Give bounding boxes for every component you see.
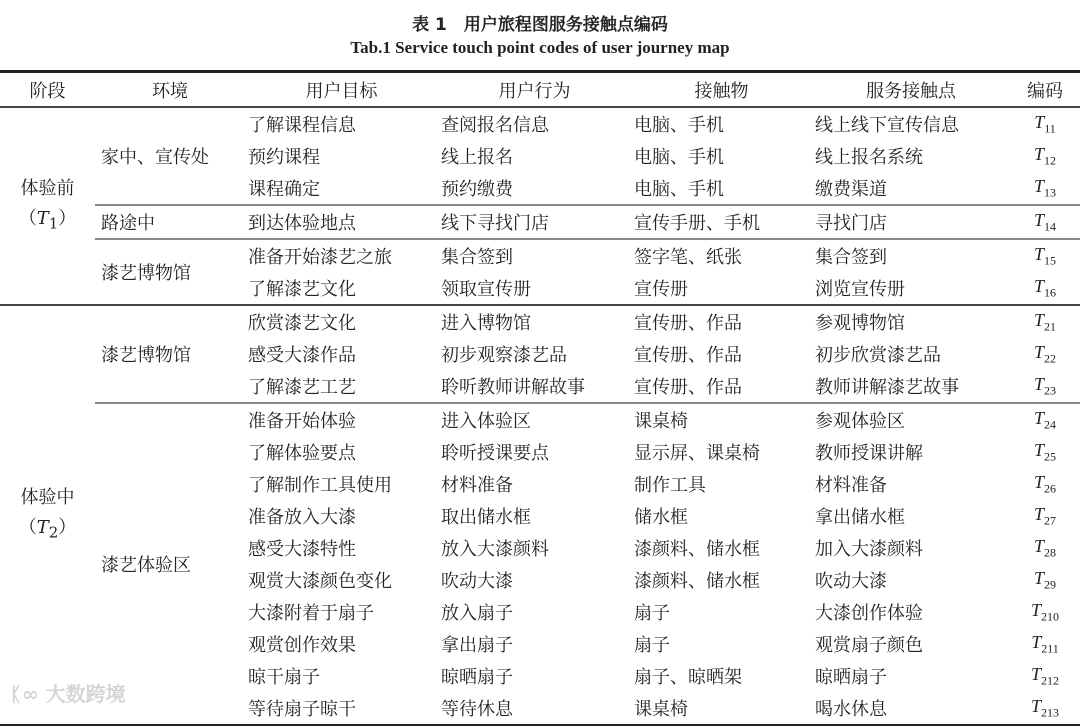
touch-point-table xyxy=(0,70,1080,726)
table-row xyxy=(0,403,1080,436)
user-goal-cell: 到达体验地点 xyxy=(245,205,438,239)
code-subscript: 21 xyxy=(1044,319,1056,334)
service-touch-point-cell: 浏览宣传册 xyxy=(815,279,905,300)
touch-object-cell: 签字笔、纸张 xyxy=(631,239,812,272)
user-goal-cell: 等待扇子晾干 xyxy=(248,699,356,720)
user-action-cell: 进入博物馆 xyxy=(438,305,631,338)
code-subscript: 212 xyxy=(1041,673,1059,688)
touch-object-cell: 制作工具 xyxy=(634,475,706,496)
user-goal-cell: 了解漆艺工艺 xyxy=(248,377,356,398)
user-goal-cell: 大漆附着于扇子 xyxy=(248,603,374,624)
touch-object-cell: 课桌椅 xyxy=(634,699,688,720)
header-user-action: 用户行为 xyxy=(438,72,631,108)
code-cell: $T_{27}$ xyxy=(1033,503,1056,528)
code-cell: $T_{24}$ xyxy=(1010,403,1080,436)
service-touch-point-cell: 初步欣赏漆艺品 xyxy=(815,345,941,366)
table-row xyxy=(0,205,1080,239)
code-cell: $T_{12}$ xyxy=(1033,143,1056,168)
touch-object-cell: 漆颜料、储水框 xyxy=(634,571,760,592)
code-cell: $T_{21}$ xyxy=(1010,305,1080,338)
table-row xyxy=(0,239,1080,272)
code-subscript: 13 xyxy=(1044,185,1056,200)
service-touch-point-cell: 教师授课讲解 xyxy=(815,443,923,464)
touch-object-cell: 扇子 xyxy=(634,603,670,624)
header-service-touch-point: 服务接触点 xyxy=(812,72,1010,108)
user-goal-cell: 了解课程信息 xyxy=(248,115,356,136)
code-subscript: 210 xyxy=(1041,609,1059,624)
table-row xyxy=(0,107,1080,140)
stage-code-sub: 2 xyxy=(48,523,59,542)
stage-code: $(T_1)$ xyxy=(18,207,77,233)
code-cell: $T_{29}$ xyxy=(1033,567,1056,592)
touch-object-cell: 宣传册、作品 xyxy=(631,305,812,338)
user-goal-cell: 观赏创作效果 xyxy=(248,635,356,656)
user-action-cell: 集合签到 xyxy=(438,239,631,272)
code-subscript: 15 xyxy=(1044,253,1056,268)
user-action-cell: 取出储水框 xyxy=(441,507,531,528)
code-cell: $T_{13}$ xyxy=(1033,175,1056,200)
code-subscript: 22 xyxy=(1044,351,1056,366)
code-cell: $T_{23}$ xyxy=(1033,373,1056,398)
header-touch-object: 接触物 xyxy=(631,72,812,108)
touch-object-cell: 宣传手册、手机 xyxy=(631,205,812,239)
service-touch-point-cell: 大漆创作体验 xyxy=(815,603,923,624)
service-touch-point-cell: 缴费渠道 xyxy=(815,179,887,200)
user-action-cell: 材料准备 xyxy=(441,475,513,496)
stage-name: 体验前 xyxy=(20,177,75,199)
code-cell: $T_{16}$ xyxy=(1033,275,1056,300)
user-goal-cell: 欣赏漆艺文化 xyxy=(245,305,438,338)
service-touch-point-cell: 拿出储水框 xyxy=(815,507,905,528)
user-goal-cell: 准备放入大漆 xyxy=(248,507,356,528)
stage-code-sub: 1 xyxy=(48,214,59,233)
service-touch-point-cell: 材料准备 xyxy=(815,475,887,496)
header-stage: 阶段 xyxy=(0,72,95,108)
touch-object-cell: 宣传册、作品 xyxy=(634,377,742,398)
user-goal-cell: 感受大漆作品 xyxy=(248,345,356,366)
user-goal-cell: 晾干扇子 xyxy=(248,667,320,688)
code-subscript: 26 xyxy=(1044,481,1056,496)
stage-name: 体验中 xyxy=(20,486,75,508)
table-row xyxy=(0,305,1080,338)
touch-object-cell: 电脑、手机 xyxy=(634,115,724,136)
code-cell: $T_{25}$ xyxy=(1033,439,1056,464)
touch-object-cell: 电脑、手机 xyxy=(634,179,724,200)
user-action-cell: 线上报名 xyxy=(441,147,513,168)
user-goal-cell: 感受大漆特性 xyxy=(248,539,356,560)
user-action-cell: 等待休息 xyxy=(441,699,513,720)
code-subscript: 11 xyxy=(1044,121,1056,136)
environment-cell: 路途中 xyxy=(95,205,245,239)
code-subscript: 24 xyxy=(1044,417,1056,432)
table-title: 表 1 用户旅程图服务接触点编码 xyxy=(412,15,668,35)
touch-object-cell: 储水框 xyxy=(634,507,688,528)
user-action-cell: 吹动大漆 xyxy=(441,571,513,592)
user-action-cell: 聆听授课要点 xyxy=(441,443,549,464)
header-row xyxy=(0,72,1080,108)
header-code: 编码 xyxy=(1010,72,1080,108)
service-touch-point-cell: 集合签到 xyxy=(812,239,1010,272)
user-action-cell: 聆听教师讲解故事 xyxy=(441,377,585,398)
stage-code-letter: T xyxy=(36,516,49,538)
code-cell: $T_{14}$ xyxy=(1010,205,1080,239)
code-cell: $T_{11}$ xyxy=(1034,111,1056,136)
code-cell: $T_{210}$ xyxy=(1030,599,1059,624)
code-cell: $T_{213}$ xyxy=(1030,695,1059,720)
stage-code-letter: T xyxy=(36,207,49,229)
code-cell: $T_{15}$ xyxy=(1010,239,1080,272)
environment-cell: 家中、宣传处 xyxy=(101,147,209,168)
service-touch-point-cell: 参观体验区 xyxy=(812,403,1010,436)
user-goal-cell: 准备开始漆艺之旅 xyxy=(245,239,438,272)
touch-object-cell: 电脑、手机 xyxy=(634,147,724,168)
user-goal-cell: 准备开始体验 xyxy=(245,403,438,436)
touch-object-cell: 扇子 xyxy=(634,635,670,656)
user-action-cell: 线下寻找门店 xyxy=(438,205,631,239)
stage-code: $(T_2)$ xyxy=(18,516,77,542)
user-action-cell: 初步观察漆艺品 xyxy=(441,345,567,366)
user-action-cell: 查阅报名信息 xyxy=(441,115,549,136)
table-subtitle: Tab.1 Service touch point codes of user journey map xyxy=(350,38,730,57)
user-action-cell: 预约缴费 xyxy=(441,179,513,200)
environment-cell: 漆艺博物馆 xyxy=(95,305,245,403)
user-goal-cell: 了解体验要点 xyxy=(248,443,356,464)
service-touch-point-cell: 晾晒扇子 xyxy=(815,667,887,688)
header-environment: 环境 xyxy=(95,72,245,108)
service-touch-point-cell: 加入大漆颜料 xyxy=(815,539,923,560)
code-subscript: 25 xyxy=(1044,449,1056,464)
code-cell: $T_{212}$ xyxy=(1030,663,1059,688)
code-cell: $T_{26}$ xyxy=(1033,471,1056,496)
header-user-goal: 用户目标 xyxy=(245,72,438,108)
service-touch-point-cell: 寻找门店 xyxy=(812,205,1010,239)
code-subscript: 29 xyxy=(1044,577,1056,592)
user-action-cell: 晾晒扇子 xyxy=(441,667,513,688)
stage-cell xyxy=(0,305,95,725)
service-touch-point-cell: 观赏扇子颜色 xyxy=(815,635,923,656)
code-subscript: 23 xyxy=(1044,383,1056,398)
user-goal-cell: 了解漆艺文化 xyxy=(248,279,356,300)
service-touch-point-cell: 吹动大漆 xyxy=(815,571,887,592)
service-touch-point-cell: 线上报名系统 xyxy=(815,147,923,168)
code-subscript: 28 xyxy=(1044,545,1056,560)
environment-cell: 漆艺体验区 xyxy=(95,403,245,725)
user-action-cell: 领取宣传册 xyxy=(441,279,531,300)
code-subscript: 12 xyxy=(1044,153,1056,168)
code-cell: $T_{22}$ xyxy=(1033,341,1056,366)
code-subscript: 213 xyxy=(1041,705,1059,720)
environment-cell: 漆艺博物馆 xyxy=(95,239,245,305)
touch-object-cell: 宣传册 xyxy=(634,279,688,300)
user-goal-cell: 课程确定 xyxy=(248,179,320,200)
code-subscript: 27 xyxy=(1044,513,1056,528)
stage-cell xyxy=(0,107,95,305)
user-goal-cell: 了解制作工具使用 xyxy=(248,475,392,496)
touch-object-cell: 漆颜料、储水框 xyxy=(634,539,760,560)
code-cell: $T_{28}$ xyxy=(1033,535,1056,560)
service-touch-point-cell: 喝水休息 xyxy=(815,699,887,720)
user-action-cell: 放入扇子 xyxy=(441,603,513,624)
touch-object-cell: 课桌椅 xyxy=(631,403,812,436)
service-touch-point-cell: 参观博物馆 xyxy=(812,305,1010,338)
code-subscript: 16 xyxy=(1044,285,1056,300)
service-touch-point-cell: 教师讲解漆艺故事 xyxy=(815,377,959,398)
code-subscript: 211 xyxy=(1041,641,1059,656)
touch-object-cell: 扇子、晾晒架 xyxy=(634,667,742,688)
watermark-logo: ᛕ∞ 大数跨境 xyxy=(10,682,126,706)
code-subscript: 14 xyxy=(1044,219,1056,234)
user-goal-cell: 预约课程 xyxy=(248,147,320,168)
service-touch-point-cell: 线上线下宣传信息 xyxy=(815,115,959,136)
user-goal-cell: 观赏大漆颜色变化 xyxy=(248,571,392,592)
user-action-cell: 拿出扇子 xyxy=(441,635,513,656)
user-action-cell: 放入大漆颜料 xyxy=(441,539,549,560)
user-action-cell: 进入体验区 xyxy=(438,403,631,436)
code-cell: $T_{211}$ xyxy=(1031,631,1059,656)
touch-object-cell: 显示屏、课桌椅 xyxy=(634,443,760,464)
touch-object-cell: 宣传册、作品 xyxy=(634,345,742,366)
